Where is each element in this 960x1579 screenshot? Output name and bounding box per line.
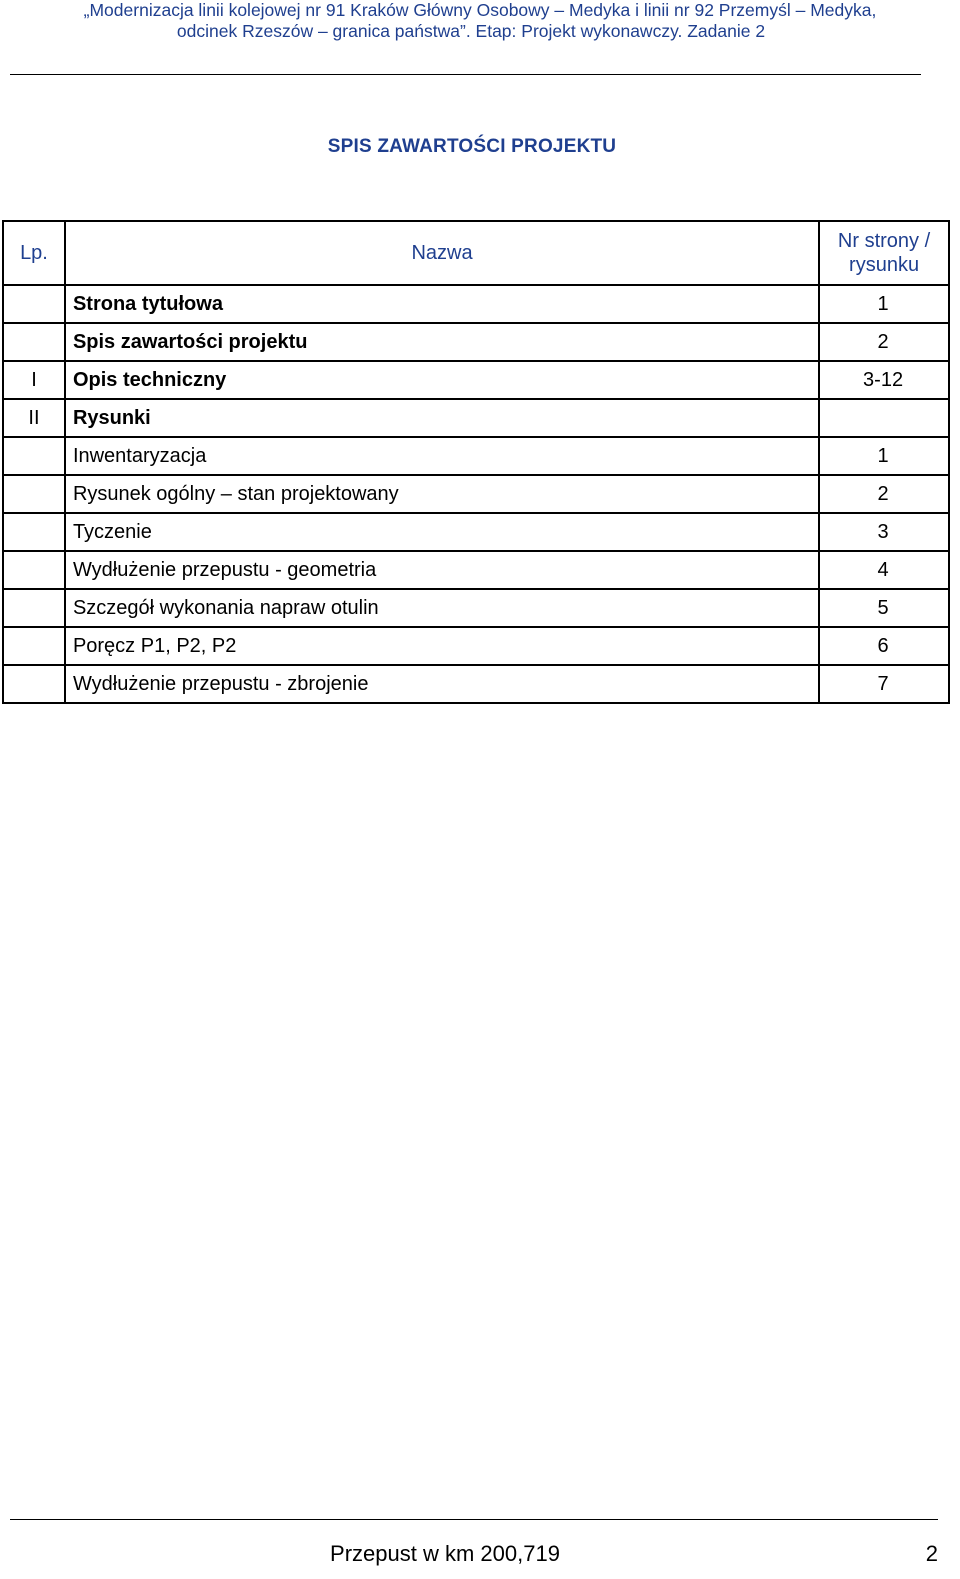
row-lp [3, 665, 65, 703]
table-row [3, 285, 949, 323]
table-row [3, 627, 949, 665]
table-row [3, 589, 949, 627]
row-page-number-text: 5 [877, 596, 889, 619]
row-page-number-text: 3 [877, 520, 889, 543]
page-title: SPIS ZAWARTOŚCI PROJEKTU [327, 136, 617, 157]
table-row [3, 513, 949, 551]
table-body [3, 285, 949, 703]
row-page-number [819, 475, 949, 513]
header-divider [10, 74, 921, 75]
row-lp [3, 551, 65, 589]
row-lp: II [3, 399, 65, 437]
row-page-number [819, 551, 949, 589]
row-lp [3, 513, 65, 551]
row-page-number [819, 589, 949, 627]
row-name: Spis zawartości projektu [65, 323, 819, 361]
row-lp: I [3, 361, 65, 399]
column-header-page-line1: Nr strony / [837, 230, 931, 252]
row-page-number [819, 399, 949, 437]
row-page-number [819, 627, 949, 665]
row-page-number [819, 437, 949, 475]
table-row [3, 323, 949, 361]
row-name: Strona tytułowa [65, 285, 819, 323]
row-name: Wydłużenie przepustu - geometria [65, 551, 819, 589]
table-row [3, 551, 949, 589]
row-page-number [819, 361, 949, 399]
row-name: Poręcz P1, P2, P2 [65, 627, 819, 665]
row-page-number [819, 513, 949, 551]
contents-table [2, 220, 950, 704]
footer-page-number: 2 [925, 1541, 938, 1566]
table-row [3, 399, 949, 437]
row-page-number-text: 7 [877, 672, 889, 695]
row-page-number-text: 6 [877, 634, 889, 657]
row-lp [3, 437, 65, 475]
table-row [3, 475, 949, 513]
row-name: Wydłużenie przepustu - zbrojenie [65, 665, 819, 703]
column-header-page-line2: rysunku [849, 254, 920, 276]
row-lp [3, 627, 65, 665]
row-lp [3, 589, 65, 627]
row-page-number [819, 323, 949, 361]
table-row [3, 665, 949, 703]
row-lp [3, 285, 65, 323]
column-header-lp: Lp. [3, 221, 65, 285]
row-page-number [819, 665, 949, 703]
column-header-page [819, 221, 949, 285]
row-page-number-text: 4 [877, 558, 889, 581]
table-header-row [3, 221, 949, 285]
column-header-name: Nazwa [65, 221, 819, 285]
row-name: Rysunki [65, 399, 819, 437]
header-line-1: „Modernizacja linii kolejowej nr 91 Kraków Główny Osobowy – Medyka i linii nr 92 Przemyśl – Medyka, [83, 0, 877, 20]
footer-label: Przepust w km 200,719 [330, 1541, 560, 1566]
row-page-number-text: 2 [877, 482, 889, 505]
row-name: Opis techniczny [65, 361, 819, 399]
row-page-number-text: 3-12 [863, 368, 904, 391]
row-lp [3, 475, 65, 513]
row-page-number-text: 1 [877, 444, 889, 467]
row-lp [3, 323, 65, 361]
row-name: Szczegół wykonania napraw otulin [65, 589, 819, 627]
row-page-number-text: 2 [877, 330, 889, 353]
table-row [3, 361, 949, 399]
header-line-2: odcinek Rzeszów – granica państwa”. Etap: Projekt wykonawczy. Zadanie 2 [176, 21, 766, 41]
footer-divider [10, 1519, 938, 1520]
row-name: Tyczenie [65, 513, 819, 551]
row-name: Rysunek ogólny – stan projektowany [65, 475, 819, 513]
row-name: Inwentaryzacja [65, 437, 819, 475]
table-row [3, 437, 949, 475]
row-page-number [819, 285, 949, 323]
row-page-number-text: 1 [877, 292, 889, 315]
